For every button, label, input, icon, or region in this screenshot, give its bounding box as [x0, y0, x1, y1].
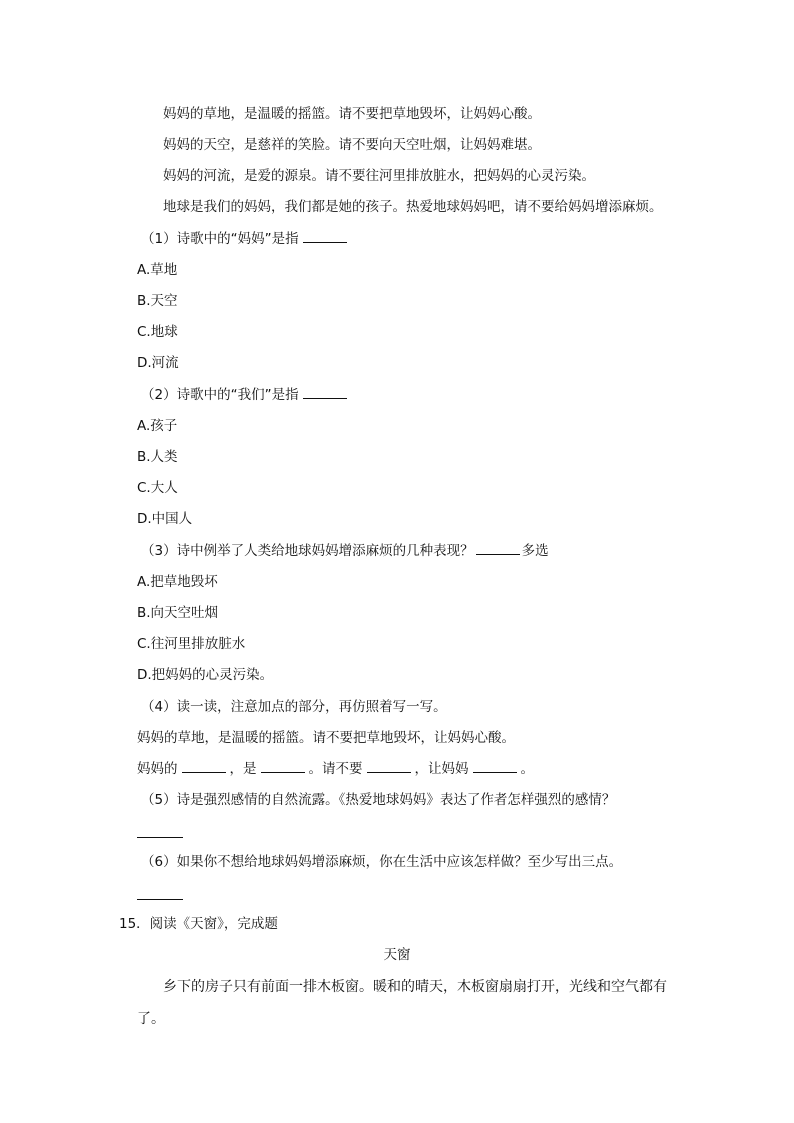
- poem-line-2: 妈妈的天空，是慈祥的笑脸。请不要向天空吐烟，让妈妈难堪。: [163, 137, 541, 153]
- answer-line[interactable]: [137, 824, 183, 844]
- q2-option-a[interactable]: A.孩子: [137, 418, 178, 434]
- question-1: [141, 229, 351, 249]
- answer-line[interactable]: [137, 886, 183, 906]
- passage-line-2: 了。: [137, 1011, 165, 1027]
- q2-option-d[interactable]: D.中国人: [137, 511, 193, 527]
- passage-title: 天窗: [383, 947, 411, 963]
- answer-blank[interactable]: [476, 541, 520, 555]
- question-15-header: 15．阅读《天窗》，完成题: [119, 916, 278, 932]
- q3-option-d[interactable]: D.把妈妈的心灵污染。: [137, 667, 274, 683]
- q2-option-b[interactable]: B.人类: [137, 449, 178, 465]
- q4-example: 妈妈的草地，是温暖的摇篮。请不要把草地毁坏，让妈妈心酸。: [137, 730, 515, 746]
- question-2: [141, 385, 351, 405]
- poem-line-3: 妈妈的河流，是爱的源泉。请不要往河里排放脏水，把妈妈的心灵污染。: [163, 168, 595, 184]
- q4-fill-part-4: ，让妈妈: [414, 761, 469, 777]
- q1-option-c[interactable]: C.地球: [137, 324, 178, 340]
- answer-blank[interactable]: [303, 385, 347, 399]
- answer-blank[interactable]: [473, 759, 517, 773]
- question-2-text: （2）诗歌中的“我们”是指: [141, 387, 299, 403]
- passage-line-1: 乡下的房子只有前面一排木板窗。暖和的晴天，木板窗扇扇打开，光线和空气都有: [163, 979, 667, 995]
- answer-blank[interactable]: [182, 759, 226, 773]
- q2-option-c[interactable]: C.大人: [137, 480, 178, 496]
- question-3: [141, 541, 549, 561]
- q3-option-a[interactable]: A.把草地毁坏: [137, 574, 218, 590]
- poem-line-4: 地球是我们的妈妈，我们都是她的孩子。热爱地球妈妈吧，请不要给妈妈增添麻烦。: [163, 199, 663, 215]
- question-3-suffix: 多选: [521, 543, 549, 559]
- answer-blank[interactable]: [367, 759, 411, 773]
- q4-fill-part-2: ，是: [229, 761, 257, 777]
- answer-blank[interactable]: [303, 229, 347, 243]
- question-3-text: （3）诗中例举了人类给地球妈妈增添麻烦的几种表现？: [141, 543, 474, 559]
- poem-line-1: 妈妈的草地，是温暖的摇篮。请不要把草地毁坏，让妈妈心酸。: [163, 106, 541, 122]
- question-4: （4）读一读，注意加点的部分，再仿照着写一写。: [141, 699, 447, 715]
- answer-blank[interactable]: [261, 759, 305, 773]
- q4-fill-part-1: 妈妈的: [137, 761, 178, 777]
- q1-option-d[interactable]: D.河流: [137, 355, 179, 371]
- question-5: （5）诗是强烈感情的自然流露。《热爱地球妈妈》表达了作者怎样强烈的感情？: [141, 792, 616, 808]
- q4-fill-part-5: 。: [520, 761, 534, 777]
- q1-option-a[interactable]: A.草地: [137, 262, 178, 278]
- q3-option-c[interactable]: C.往河里排放脏水: [137, 636, 246, 652]
- q1-option-b[interactable]: B.天空: [137, 293, 178, 309]
- q4-fill-part-3: 。请不要: [308, 761, 363, 777]
- question-6: （6）如果你不想给地球妈妈增添麻烦，你在生活中应该怎样做？至少写出三点。: [141, 854, 623, 870]
- q4-fill-line: [137, 759, 534, 779]
- question-1-text: （1）诗歌中的“妈妈”是指: [141, 231, 299, 247]
- q3-option-b[interactable]: B.向天空吐烟: [137, 605, 219, 621]
